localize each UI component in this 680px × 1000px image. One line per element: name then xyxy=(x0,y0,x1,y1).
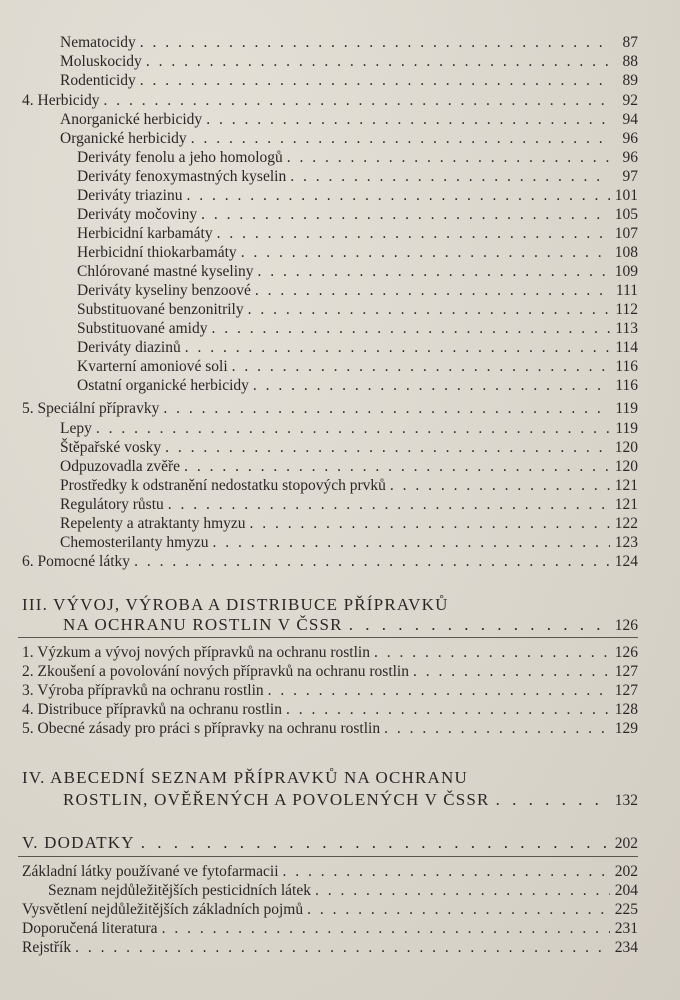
entry-page: 123 xyxy=(614,534,638,551)
entry-label: Deriváty diazinů xyxy=(77,339,181,356)
entry-page: 87 xyxy=(622,34,638,51)
entry-label: Doporučená literatura xyxy=(22,920,158,937)
entry-page: 111 xyxy=(615,282,638,299)
entry-label: 5. Speciální přípravky xyxy=(22,400,160,417)
toc-entry xyxy=(60,534,638,552)
leader-dots xyxy=(286,701,610,719)
leader-dots xyxy=(163,400,610,418)
entry-label: Ostatní organické herbicidy xyxy=(77,377,249,394)
section-divider xyxy=(18,856,638,857)
toc-entry-nematocidy xyxy=(60,34,638,52)
toc-entry xyxy=(77,282,638,300)
entry-label: Deriváty močoviny xyxy=(77,206,198,223)
leader-dots xyxy=(213,534,610,552)
entry-label: Anorganické herbicidy xyxy=(60,111,203,128)
entry-page: 96 xyxy=(622,130,638,147)
entry-page: 88 xyxy=(622,53,638,70)
toc-entry xyxy=(77,187,638,205)
entry-label: 2. Zkoušení a povolování nových přípravků na ochranu rostlin xyxy=(22,663,409,680)
entry-label: Deriváty kyseliny benzoové xyxy=(77,282,251,299)
entry-page: 116 xyxy=(615,358,638,375)
toc-entry xyxy=(77,168,638,186)
leader-dots xyxy=(384,720,610,738)
toc-entry-organicke-herbicidy xyxy=(60,130,638,148)
entry-label: Kvarterní amoniové soli xyxy=(77,358,228,375)
entry-page: 121 xyxy=(614,496,638,513)
entry-label: Deriváty triazinu xyxy=(77,187,183,204)
entry-page: 101 xyxy=(614,187,638,204)
leader-dots xyxy=(162,920,610,938)
leader-dots xyxy=(248,301,610,319)
entry-page: 114 xyxy=(615,339,638,356)
toc-entry xyxy=(77,320,638,338)
leader-dots xyxy=(349,614,609,636)
toc-entry xyxy=(60,477,638,495)
toc-entry xyxy=(22,901,638,919)
part-v-title: V. DODATKY xyxy=(22,833,135,852)
part-iii-title-line2-row xyxy=(63,614,638,637)
leader-dots xyxy=(287,149,610,167)
leader-dots xyxy=(250,515,610,533)
entry-label: 4. Herbicidy xyxy=(22,92,100,109)
entry-page: 108 xyxy=(614,244,638,261)
toc-entry xyxy=(77,339,638,357)
entry-page: 113 xyxy=(615,320,638,337)
toc-entry xyxy=(60,439,638,457)
part-iv-page: 132 xyxy=(614,792,638,809)
entry-label: Organické herbicidy xyxy=(60,130,187,147)
entry-page: 107 xyxy=(614,225,638,242)
toc-entry xyxy=(22,701,638,719)
leader-dots xyxy=(232,358,610,376)
leader-dots xyxy=(290,168,610,186)
entry-label: Substituované amidy xyxy=(77,320,208,337)
toc-entry xyxy=(60,420,638,438)
entry-label: Herbicidní thiokarbamáty xyxy=(77,244,237,261)
entry-page: 94 xyxy=(622,111,638,128)
entry-label: Štěpařské vosky xyxy=(60,439,162,456)
entry-page: 119 xyxy=(615,400,638,417)
leader-dots xyxy=(201,206,610,224)
entry-page: 202 xyxy=(614,863,638,880)
toc-entry xyxy=(77,244,638,262)
part-v-title-row xyxy=(22,832,638,855)
entry-page: 92 xyxy=(622,92,638,109)
toc-entry-specialni-pripravky xyxy=(22,400,638,418)
toc-entry-moluskocidy xyxy=(60,53,638,71)
leader-dots xyxy=(165,439,610,457)
leader-dots xyxy=(141,832,609,854)
entry-page: 120 xyxy=(614,439,638,456)
entry-label: Chlórované mastné kyseliny xyxy=(77,263,254,280)
leader-dots xyxy=(307,901,610,919)
entry-page: 105 xyxy=(614,206,638,223)
leader-dots xyxy=(390,477,610,495)
toc-entry xyxy=(22,682,638,700)
entry-page: 96 xyxy=(622,149,638,166)
toc-entry xyxy=(22,644,638,662)
entry-label: 3. Výroba přípravků na ochranu rostlin xyxy=(22,682,264,699)
part-iv-title-line1: IV. ABECEDNÍ SEZNAM PŘÍPRAVKŮ NA OCHRANU xyxy=(22,768,468,787)
entry-page: 109 xyxy=(614,263,638,280)
entry-label: Substituované benzonitrily xyxy=(77,301,244,318)
toc-entry xyxy=(77,263,638,281)
entry-page: 234 xyxy=(614,939,638,956)
leader-dots xyxy=(185,339,610,357)
leader-dots xyxy=(140,34,610,52)
toc-entry xyxy=(22,920,638,938)
entry-label: Repelenty a atraktanty hmyzu xyxy=(60,515,246,532)
leader-dots xyxy=(134,553,610,571)
leader-dots xyxy=(413,663,610,681)
leader-dots xyxy=(191,130,610,148)
leader-dots xyxy=(268,682,610,700)
toc-entry xyxy=(22,663,638,681)
entry-label: Regulátory růstu xyxy=(60,496,164,513)
part-iv-title-line2-row xyxy=(63,789,638,812)
entry-page: 129 xyxy=(614,720,638,737)
toc-entry-rodenticidy xyxy=(60,72,638,90)
toc-entry-anorganicke-herbicidy xyxy=(60,111,638,129)
toc-entry xyxy=(77,358,638,376)
entry-label: Nematocidy xyxy=(60,34,136,51)
toc-entry xyxy=(60,458,638,476)
leader-dots xyxy=(184,458,610,476)
toc-entry xyxy=(77,301,638,319)
part-v-page: 202 xyxy=(614,835,638,852)
entry-page: 127 xyxy=(614,682,638,699)
entry-page: 120 xyxy=(614,458,638,475)
toc-entry xyxy=(77,225,638,243)
entry-page: 231 xyxy=(614,920,638,937)
entry-label: Lepy xyxy=(60,420,92,437)
leader-dots xyxy=(140,72,610,90)
part-iv-title-line2: ROSTLIN, OVĚŘENÝCH A POVOLENÝCH V ČSSR xyxy=(63,790,490,809)
entry-label: Deriváty fenoxymastných kyselin xyxy=(77,168,287,185)
leader-dots xyxy=(96,420,610,438)
leader-dots xyxy=(206,111,610,129)
leader-dots xyxy=(258,263,611,281)
entry-label: 1. Výzkum a vývoj nových přípravků na ochranu rostlin xyxy=(22,644,370,661)
entry-label: Prostředky k odstranění nedostatku stopových prvků xyxy=(60,477,386,494)
leader-dots xyxy=(217,225,610,243)
leader-dots xyxy=(253,377,610,395)
toc-entry xyxy=(77,206,638,224)
leader-dots xyxy=(168,496,610,514)
leader-dots xyxy=(315,882,610,900)
entry-label: Chemosterilanty hmyzu xyxy=(60,534,209,551)
entry-label: 4. Distribuce přípravků na ochranu rostlin xyxy=(22,701,282,718)
leader-dots xyxy=(186,187,610,205)
entry-page: 122 xyxy=(614,515,638,532)
leader-dots xyxy=(496,789,609,811)
leader-dots xyxy=(211,320,610,338)
entry-label: Vysvětlení nejdůležitějších základních pojmů xyxy=(22,901,304,918)
toc-entry-pomocne-latky xyxy=(22,553,638,571)
entry-page: 112 xyxy=(615,301,638,318)
leader-dots xyxy=(103,92,610,110)
entry-page: 126 xyxy=(614,644,638,661)
entry-label: 6. Pomocné látky xyxy=(22,553,131,570)
part-iii-page: 126 xyxy=(614,617,638,634)
toc-entry xyxy=(22,939,638,957)
entry-label: Moluskocidy xyxy=(60,53,142,70)
entry-page: 97 xyxy=(622,168,638,185)
entry-page: 225 xyxy=(614,901,638,918)
entry-label: Rejstřík xyxy=(22,939,72,956)
entry-label: Rodenticidy xyxy=(60,72,136,89)
entry-page: 128 xyxy=(614,701,638,718)
leader-dots xyxy=(146,53,610,71)
toc-entry xyxy=(22,863,638,881)
entry-page: 121 xyxy=(614,477,638,494)
toc-entry xyxy=(77,377,638,395)
entry-label: Základní látky používané ve fytofarmacii xyxy=(22,863,279,880)
toc-entry xyxy=(60,515,638,533)
leader-dots xyxy=(283,863,610,881)
toc-entry xyxy=(48,882,638,900)
section-divider xyxy=(18,637,638,638)
leader-dots xyxy=(241,244,610,262)
leader-dots xyxy=(374,644,610,662)
toc-entry xyxy=(22,720,638,738)
part-iii-title-line2: NA OCHRANU ROSTLIN V ČSSR xyxy=(63,615,343,634)
entry-label: 5. Obecné zásady pro práci s přípravky na ochranu rostlin xyxy=(22,720,381,737)
entry-label: Herbicidní karbamáty xyxy=(77,225,213,242)
part-iii-title-line1: III. VÝVOJ, VÝROBA A DISTRIBUCE PŘÍPRAVKŮ xyxy=(22,595,449,614)
toc-entry xyxy=(77,149,638,167)
entry-label: Odpuzovadla zvěře xyxy=(60,458,181,475)
toc-entry xyxy=(60,496,638,514)
entry-page: 124 xyxy=(614,553,638,570)
leader-dots xyxy=(75,939,610,957)
entry-page: 204 xyxy=(614,882,638,899)
entry-label: Deriváty fenolu a jeho homologů xyxy=(77,149,283,166)
entry-page: 89 xyxy=(622,72,638,89)
toc-entry-herbicidy xyxy=(22,92,638,110)
entry-page: 119 xyxy=(615,420,638,437)
entry-label: Seznam nejdůležitějších pesticidních látek xyxy=(48,882,311,899)
leader-dots xyxy=(255,282,610,300)
entry-page: 127 xyxy=(614,663,638,680)
entry-page: 116 xyxy=(615,377,638,394)
